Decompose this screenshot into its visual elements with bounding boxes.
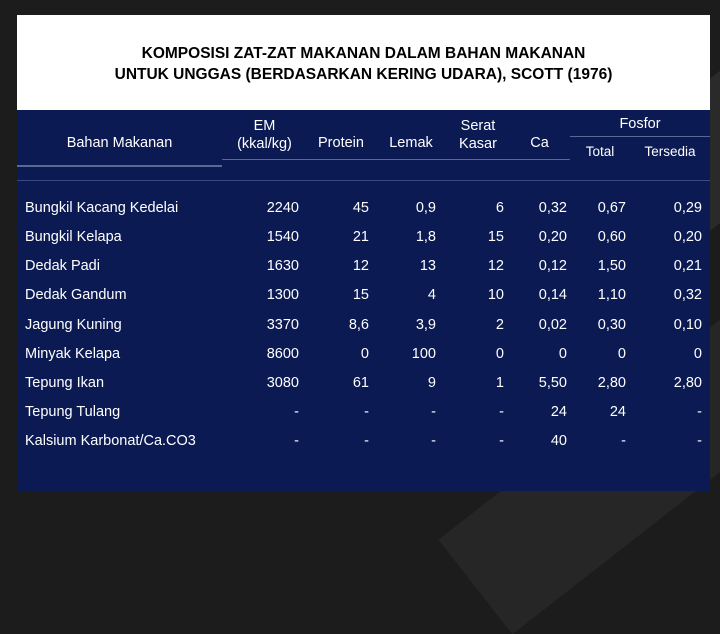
cell-total: 0,30 [597,317,626,333]
header-serat-kasar [447,110,509,160]
cell-lemak: 13 [419,258,436,274]
cell-tersedia: 0,29 [673,200,702,216]
cell-protein: - [364,404,369,420]
cell-total: 0,60 [597,229,626,245]
header-divider [222,159,570,160]
table-row [17,223,710,252]
cell-ca: 0,20 [538,229,567,245]
cell-ca: 0,32 [538,200,567,216]
cell-serat: 2 [495,317,504,333]
cell-tersedia: 0 [693,346,702,362]
cell-ca: 0,12 [538,258,567,274]
cell-ca: 24 [550,404,567,420]
cell-protein: 15 [352,287,369,303]
header-ca: Ca [530,135,549,151]
cell-protein: 21 [352,229,369,245]
header-fosfor: Fosfor [619,116,661,132]
header-total: Total [585,144,615,159]
cell-serat: 10 [487,287,504,303]
header-em-line2: (kkal/kg) [237,136,292,152]
cell-total: 24 [609,404,626,420]
title-line-2: UNTUK UNGGAS (BERDASARKAN KERING UDARA), SCOTT (1976) [114,66,613,83]
slide [17,15,710,491]
table-row [17,252,710,281]
cell-protein: 45 [352,200,369,216]
cell-serat: 15 [487,229,504,245]
cell-ca: 0 [558,346,567,362]
cell-ca: 5,50 [538,375,567,391]
header-serat-line1: Serat [460,118,496,134]
cell-lemak: - [431,404,436,420]
cell-protein: - [364,433,369,449]
cell-total: 1,50 [597,258,626,274]
nutrient-table [17,110,710,491]
cell-bahan: Dedak Gandum [25,287,127,303]
cell-lemak: 1,8 [415,229,436,245]
table-row [17,427,710,456]
cell-tersedia: 0,20 [673,229,702,245]
header-divider [17,180,710,181]
header-divider [17,165,222,167]
cell-serat: 6 [495,200,504,216]
cell-tersedia: 2,80 [673,375,702,391]
cell-bahan: Jagung Kuning [25,317,122,333]
cell-lemak: 4 [427,287,436,303]
cell-lemak: 0,9 [415,200,436,216]
cell-protein: 12 [352,258,369,274]
cell-em: - [294,404,299,420]
header-protein: Protein [318,135,364,151]
cell-serat: 0 [495,346,504,362]
header-em [222,110,307,160]
cell-bahan: Dedak Padi [25,258,100,274]
header-bahan-makanan: Bahan Makanan [66,135,173,151]
table-row [17,369,710,398]
cell-lemak: 100 [411,346,436,362]
cell-ca: 40 [550,433,567,449]
cell-lemak: 3,9 [415,317,436,333]
cell-em: 1630 [266,258,299,274]
header-serat-line2: Kasar [459,136,497,152]
slide-title [17,43,710,85]
cell-tersedia: 0,32 [673,287,702,303]
cell-total: 0,67 [597,200,626,216]
table-header [17,110,710,185]
cell-em: 1300 [266,287,299,303]
cell-bahan: Kalsium Karbonat/Ca.CO3 [25,433,196,449]
cell-tersedia: 0,10 [673,317,702,333]
cell-em: - [294,433,299,449]
cell-em: 3370 [266,317,299,333]
cell-total: 1,10 [597,287,626,303]
cell-bahan: Tepung Ikan [25,375,105,391]
cell-ca: 0,14 [538,287,567,303]
header-divider [570,136,710,137]
cell-total: 2,80 [597,375,626,391]
cell-serat: 1 [495,375,504,391]
cell-tersedia: 0,21 [673,258,702,274]
cell-protein: 8,6 [348,317,369,333]
cell-em: 8600 [266,346,299,362]
header-em-line1: EM [253,118,276,134]
cell-tersedia: - [697,404,702,420]
cell-ca: 0,02 [538,317,567,333]
cell-protein: 61 [352,375,369,391]
cell-lemak: - [431,433,436,449]
cell-serat: 12 [487,258,504,274]
cell-bahan: Minyak Kelapa [25,346,121,362]
table-row [17,398,710,427]
cell-em: 3080 [266,375,299,391]
header-lemak: Lemak [389,135,433,151]
table-row [17,194,710,223]
cell-em: 1540 [266,229,299,245]
cell-total: - [621,433,626,449]
cell-serat: - [499,404,504,420]
cell-bahan: Tepung Tulang [25,404,121,420]
cell-bahan: Bungkil Kelapa [25,229,122,245]
cell-em: 2240 [266,200,299,216]
cell-serat: - [499,433,504,449]
cell-lemak: 9 [427,375,436,391]
header-tersedia: Tersedia [644,144,696,159]
cell-total: 0 [617,346,626,362]
cell-protein: 0 [360,346,369,362]
cell-tersedia: - [697,433,702,449]
title-line-1: KOMPOSISI ZAT-ZAT MAKANAN DALAM BAHAN MAKANAN [141,45,586,62]
table-row [17,340,710,369]
table-row [17,311,710,340]
cell-bahan: Bungkil Kacang Kedelai [25,200,179,216]
table-row [17,281,710,310]
